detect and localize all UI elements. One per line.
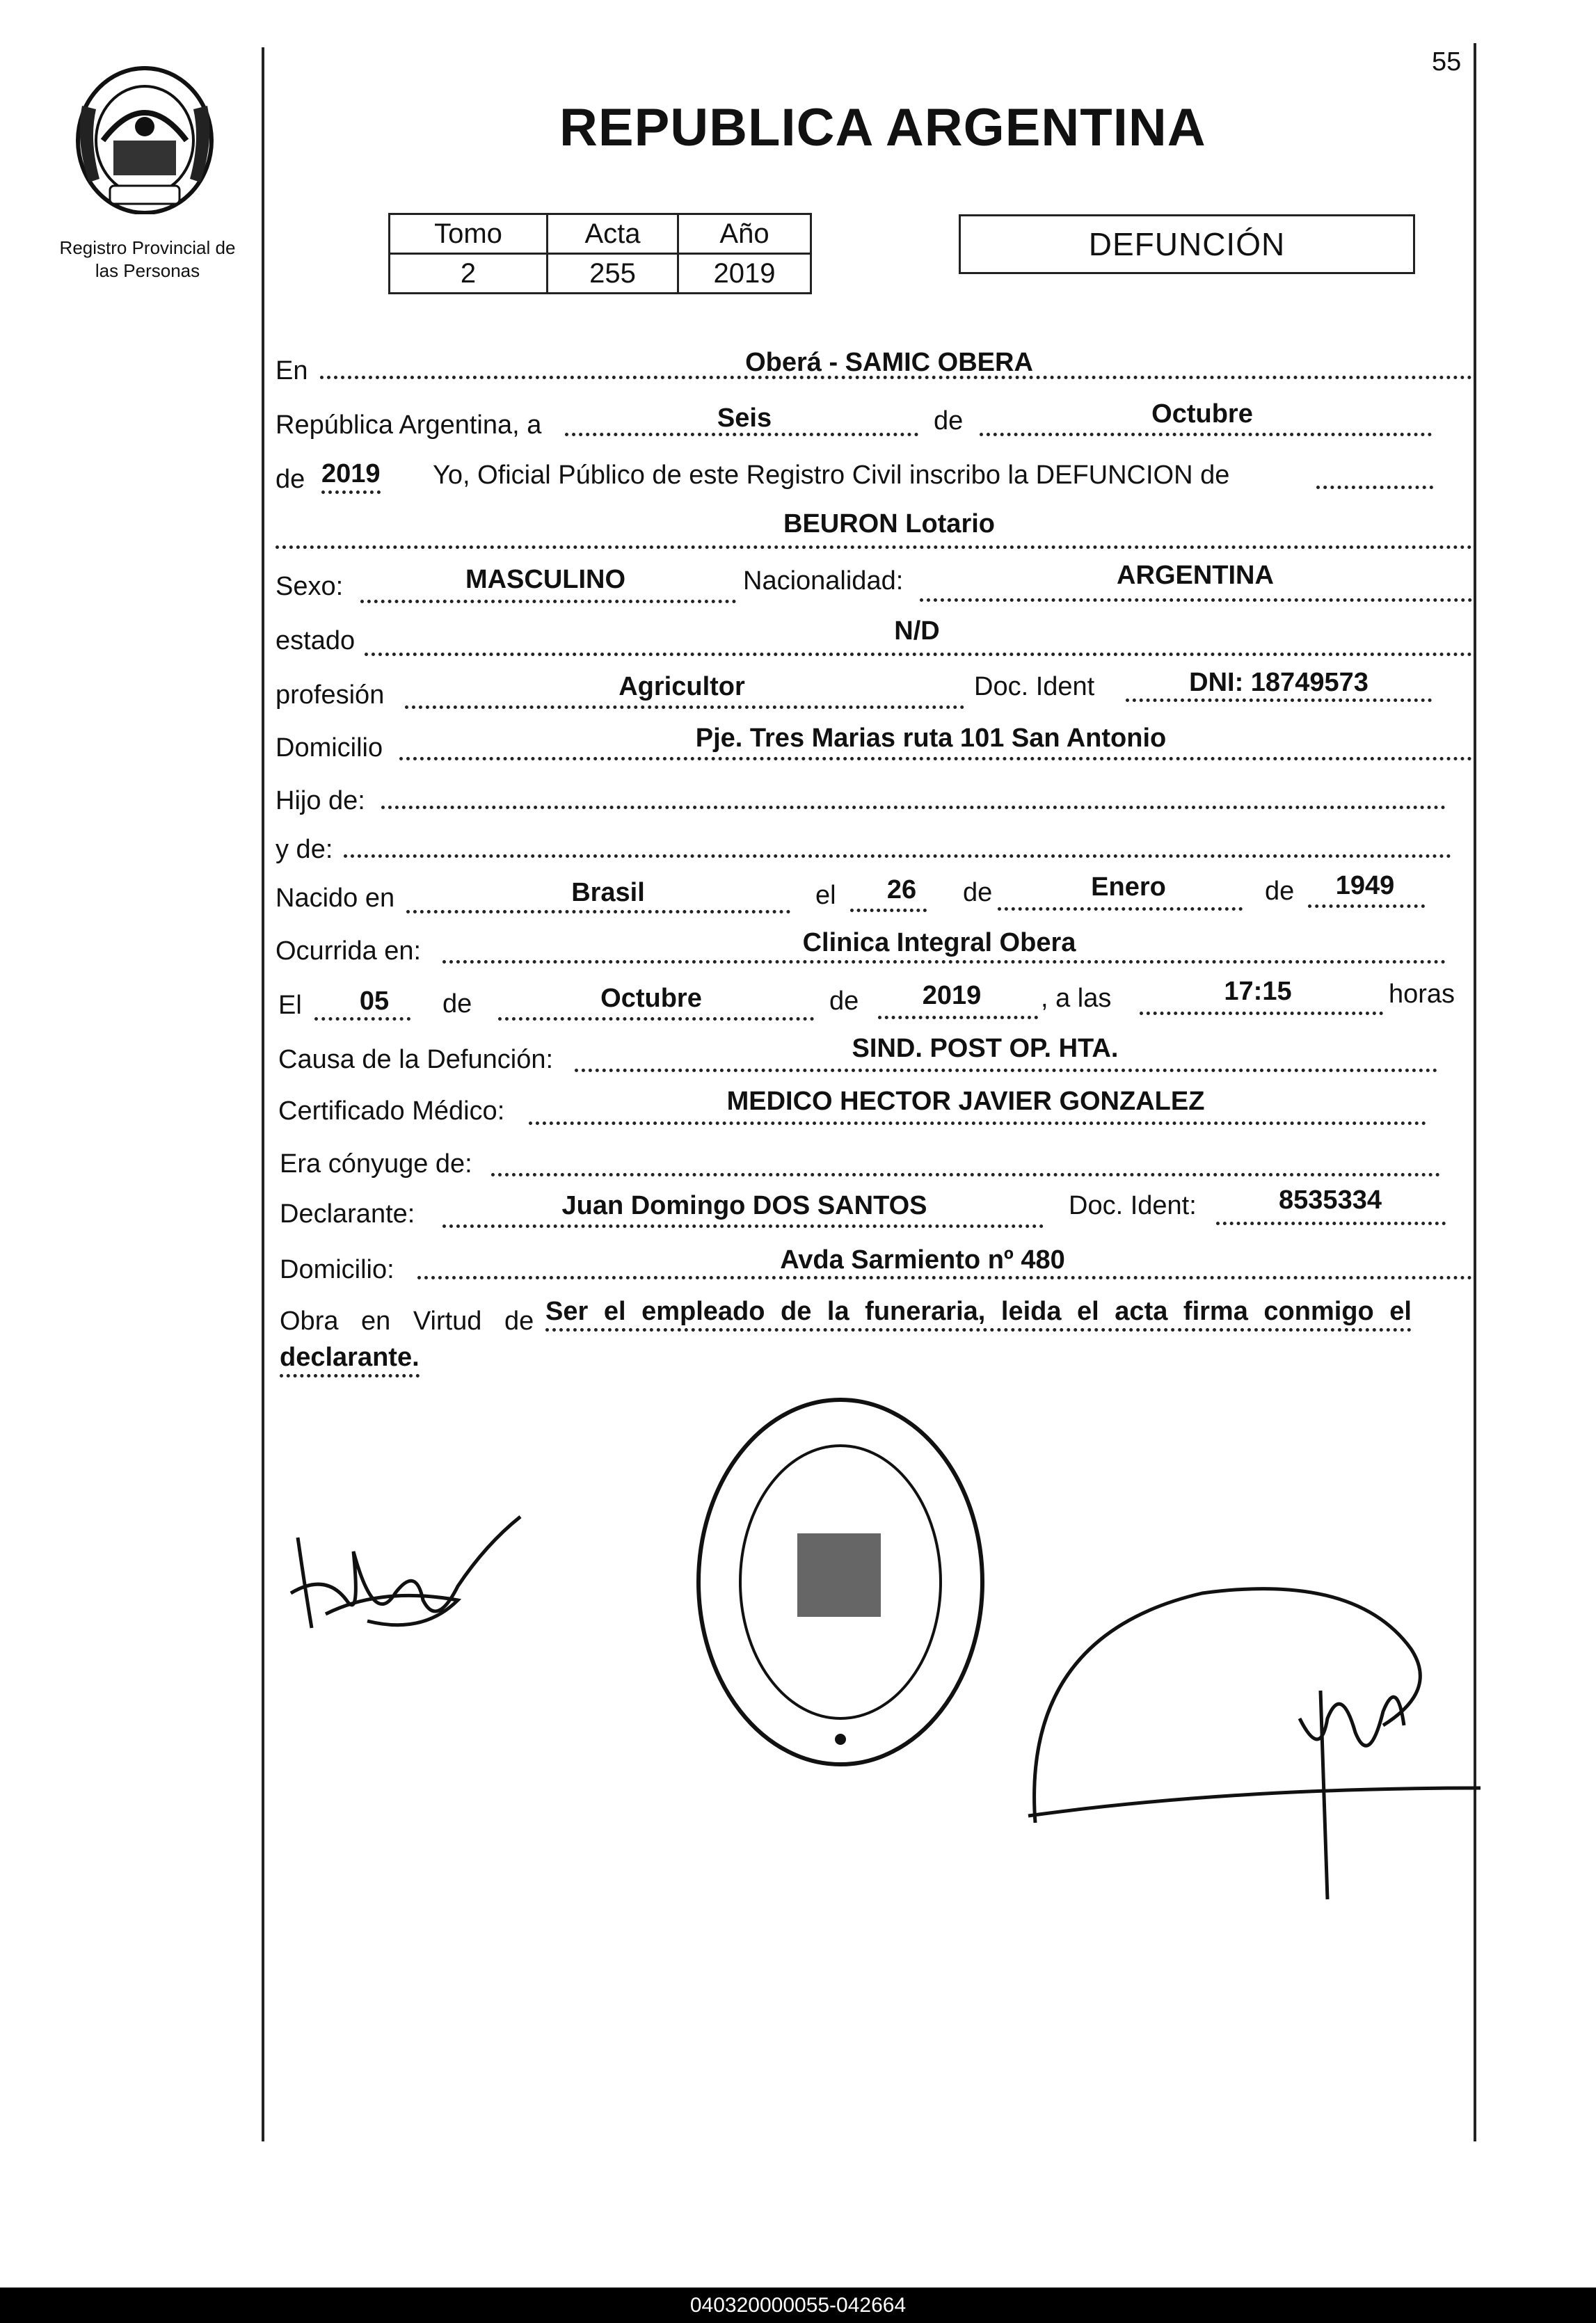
record-header-cell: Tomo bbox=[390, 214, 548, 254]
ocurrida-value: Clinica Integral Obera bbox=[802, 928, 1076, 957]
declarante-label: Declarante: bbox=[280, 1199, 415, 1229]
el2-label: El bbox=[278, 991, 302, 1020]
obra-text-line1: Ser el empleado de la funeraria, leida el acta firma conmigo el bbox=[545, 1297, 1412, 1332]
nacido-dia-value: 26 bbox=[886, 875, 917, 904]
conyuge-label: Era cónyuge de: bbox=[280, 1149, 472, 1179]
page-title: REPUBLICA ARGENTINA bbox=[559, 98, 1206, 157]
nacido-label: Nacido en bbox=[276, 884, 395, 913]
el-label: el bbox=[815, 881, 836, 910]
place-value: Oberá - SAMIC OBERA bbox=[745, 348, 1033, 377]
profesion-line bbox=[405, 705, 964, 709]
yde-label: y de: bbox=[276, 835, 333, 864]
horas-label: horas bbox=[1389, 980, 1455, 1009]
doc-value: DNI: 18749573 bbox=[1189, 668, 1368, 697]
acta-value: 255 bbox=[548, 254, 678, 294]
yo-text: Yo, Oficial Público de este Registro Civil inscribo la DEFUNCION de bbox=[433, 461, 1230, 490]
declarante-line bbox=[442, 1224, 1044, 1228]
obra-text-line2: declarante. bbox=[280, 1343, 420, 1378]
page-number: 55 bbox=[1432, 47, 1462, 77]
profesion-value: Agricultor bbox=[619, 672, 745, 701]
doc-line bbox=[1126, 699, 1432, 702]
doc-label: Doc. Ident bbox=[974, 672, 1095, 701]
conyuge-line bbox=[491, 1173, 1440, 1176]
deceased-name: BEURON Lotario bbox=[783, 509, 995, 538]
registry-line-2: las Personas bbox=[95, 260, 200, 281]
fecha-anio-line bbox=[878, 1016, 1038, 1019]
fecha-dia-value: 05 bbox=[359, 987, 390, 1016]
name-line bbox=[276, 545, 1472, 549]
fecha-mes-line bbox=[498, 1017, 814, 1021]
decl-doc-line bbox=[1216, 1222, 1446, 1225]
hijo-line bbox=[381, 806, 1446, 809]
nacido-dia-line bbox=[850, 909, 927, 912]
ocurrida-line bbox=[442, 960, 1446, 964]
left-margin-line bbox=[262, 47, 264, 2141]
registry-name bbox=[36, 237, 259, 282]
yo-line bbox=[1316, 486, 1433, 489]
ocurrida-label: Ocurrida en: bbox=[276, 936, 422, 966]
fecha-mes-value: Octubre bbox=[600, 984, 702, 1013]
fecha-anio-value: 2019 bbox=[922, 981, 982, 1010]
year-value: 2019 bbox=[321, 459, 381, 494]
fecha-dia-line bbox=[314, 1017, 410, 1021]
sexo-line bbox=[360, 600, 736, 603]
record-header-cell: Acta bbox=[548, 214, 678, 254]
decl-domicilio-line bbox=[417, 1276, 1472, 1279]
decl-doc-label: Doc. Ident: bbox=[1069, 1191, 1197, 1220]
decl-domicilio-value: Avda Sarmiento nº 480 bbox=[780, 1245, 1065, 1275]
obra-label: Obra en Virtud de bbox=[280, 1307, 534, 1336]
de-label: de bbox=[934, 406, 964, 436]
hora-line bbox=[1140, 1012, 1383, 1015]
domicilio-value: Pje. Tres Marias ruta 101 San Antonio bbox=[695, 724, 1167, 753]
registry-round-stamp bbox=[693, 1394, 988, 1770]
document-footer-code: 040320000055-042664 bbox=[0, 2288, 1596, 2323]
record-table bbox=[388, 213, 812, 294]
day-value: Seis bbox=[717, 404, 772, 433]
domicilio-label: Domicilio bbox=[276, 733, 383, 763]
de-label-5: de bbox=[829, 987, 859, 1016]
month-value: Octubre bbox=[1151, 399, 1253, 429]
sexo-value: MASCULINO bbox=[465, 565, 626, 594]
estado-value: N/D bbox=[894, 616, 940, 646]
declarante-value: Juan Domingo DOS SANTOS bbox=[561, 1191, 927, 1220]
province-seal-logo bbox=[75, 64, 214, 214]
estado-line bbox=[365, 653, 1472, 656]
hijo-label: Hijo de: bbox=[276, 786, 365, 815]
nacido-lugar-value: Brasil bbox=[571, 878, 645, 907]
yde-line bbox=[344, 854, 1451, 858]
certificado-line bbox=[529, 1121, 1426, 1125]
de-label-2: de bbox=[963, 878, 993, 907]
certificado-value: MEDICO HECTOR JAVIER GONZALEZ bbox=[726, 1087, 1205, 1116]
nacido-anio-value: 1949 bbox=[1335, 871, 1395, 900]
month-line bbox=[980, 433, 1432, 436]
certificado-label: Certificado Médico: bbox=[278, 1096, 505, 1126]
sexo-label: Sexo: bbox=[276, 572, 344, 601]
estado-label: estado bbox=[276, 626, 356, 655]
official-signature bbox=[1021, 1579, 1494, 1913]
anio-value: 2019 bbox=[678, 254, 811, 294]
de-year-label: de bbox=[276, 465, 305, 494]
de-label-3: de bbox=[1265, 877, 1295, 906]
causa-line bbox=[575, 1069, 1437, 1072]
tomo-value: 2 bbox=[390, 254, 548, 294]
nacionalidad-label: Nacionalidad: bbox=[743, 566, 904, 596]
nacido-anio-line bbox=[1308, 904, 1425, 908]
nacionalidad-value: ARGENTINA bbox=[1117, 561, 1274, 590]
declarant-signature bbox=[284, 1510, 534, 1649]
nacionalidad-line bbox=[920, 598, 1472, 602]
nacido-mes-line bbox=[998, 907, 1243, 911]
profesion-label: profesión bbox=[276, 680, 385, 710]
de-label-4: de bbox=[442, 989, 472, 1019]
decl-doc-value: 8535334 bbox=[1279, 1186, 1382, 1215]
record-table-header bbox=[390, 214, 811, 254]
record-type-box: DEFUNCIÓN bbox=[959, 214, 1415, 274]
republica-label: República Argentina, a bbox=[276, 410, 542, 440]
record-header-cell: Año bbox=[678, 214, 811, 254]
decl-domicilio-label: Domicilio: bbox=[280, 1255, 394, 1284]
causa-label: Causa de la Defunción: bbox=[278, 1045, 554, 1074]
nacido-mes-value: Enero bbox=[1091, 872, 1166, 902]
hora-value: 17:15 bbox=[1224, 977, 1292, 1006]
causa-value: SIND. POST OP. HTA. bbox=[852, 1034, 1119, 1063]
registry-line-1: Registro Provincial de bbox=[59, 237, 236, 258]
domicilio-line bbox=[399, 757, 1472, 760]
nacido-lugar-line bbox=[406, 910, 790, 913]
record-table-values bbox=[390, 254, 811, 294]
alas-label: , a las bbox=[1041, 984, 1112, 1013]
en-label: En bbox=[276, 356, 308, 385]
